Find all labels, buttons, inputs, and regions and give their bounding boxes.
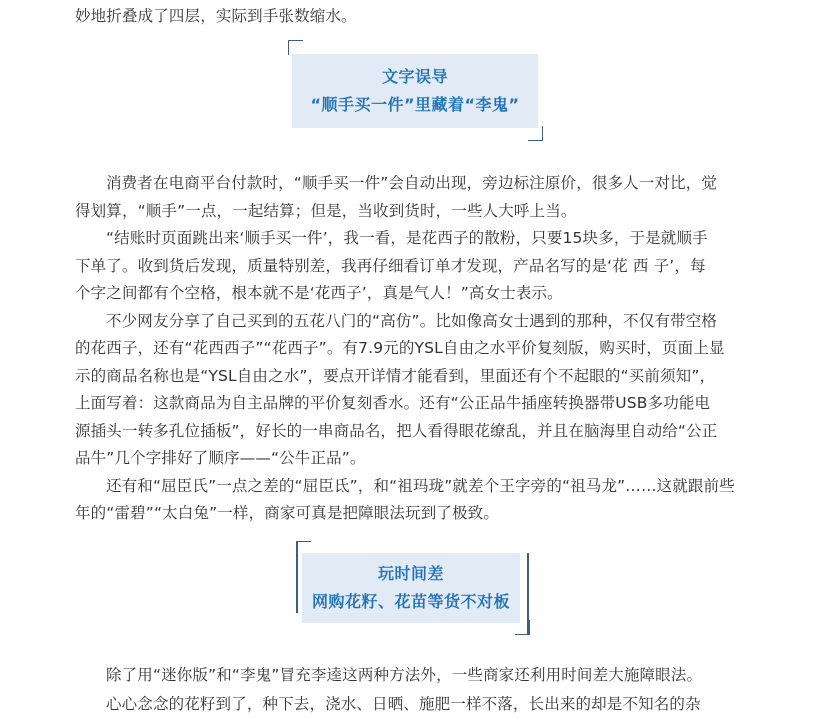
bracket-bottom-right [528,126,543,141]
paragraph-line: 上面写着：这款商品为自主品牌的平价复刻香水。还有“公正品牛插座转换器带USB多功能电 [75,394,711,412]
paragraph-line: 得划算，“顺手”一点，一起结算；但是，当收到货时，一些人大呼上当。 [75,202,577,220]
paragraph-line: 下单了。收到货后发现，质量特别差，我再仔细看订单才发现，产品名写的是‘花 西 子’，每 [75,257,706,275]
bracket-bottom-right [515,620,530,635]
paragraph-line: 不少网友分享了自己买到的五花八门的“高仿”。比如像高女士遇到的那种，不仅有带空格 [106,312,718,330]
paragraph-line: 示的商品名称也是“YSL自由之水”，要点开详情才能看到，里面还有个不起眼的“买前须知”， [75,367,716,385]
paragraph-line: 品牛”几个字排好了顺序——“公牛正品”。 [75,449,366,467]
section-subtitle: “顺手买一件”里藏着“李鬼” [310,95,520,114]
paragraph-line: “结账时页面跳出来‘顺手买一件’，我一看，是花西子的散粉，只要15块多，于是就顺手 [106,229,708,247]
section-heading-box [292,54,538,128]
paragraph-line: 妙地折叠成了四层，实际到手张数缩水。 [75,7,357,25]
section-title: 玩时间差 [377,564,444,583]
paragraph-line: 源插头一转多孔位插板”，好长的一串商品名，把人看得眼花缭乱，并且在脑海里自动给“公正 [75,422,718,440]
paragraph-line: 心心念念的花籽到了，种下去，浇水、日晒、施肥一样不落，长出来的却是不知名的杂 [106,695,701,713]
bracket-top-left [288,40,303,55]
paragraph-line: 还有和“屈臣氏”一点之差的“屈臣氐”，和“祖玛珑”就差个王字旁的“祖马龙”……这就跟前些 [106,477,735,495]
paragraph-line: 年的“雷碧”“太白兔”一样，商家可真是把障眼法玩到了极致。 [75,504,499,522]
section-title: 文字误导 [381,67,448,86]
paragraph-line: 的花西子，还有“花西西子”“花西子”。有7.9元的YSL自由之水平价复刻版，购买时，页面上显 [75,339,725,357]
section-subtitle: 网购花籽、花苗等货不对板 [311,592,510,611]
section-heading-box [302,553,520,623]
paragraph-line: 个字之间都有个空格，根本就不是‘花西子’，真是气人！”高女士表示。 [75,284,563,302]
paragraph-line: 除了用“迷你版”和“李鬼”冒充李逵这两种方法外，一些商家还利用时间差大施障眼法。 [106,666,703,684]
paragraph-line: 消费者在电商平台付款时，“顺手买一件”会自动出现，旁边标注原价，很多人一对比，觉 [106,174,718,192]
